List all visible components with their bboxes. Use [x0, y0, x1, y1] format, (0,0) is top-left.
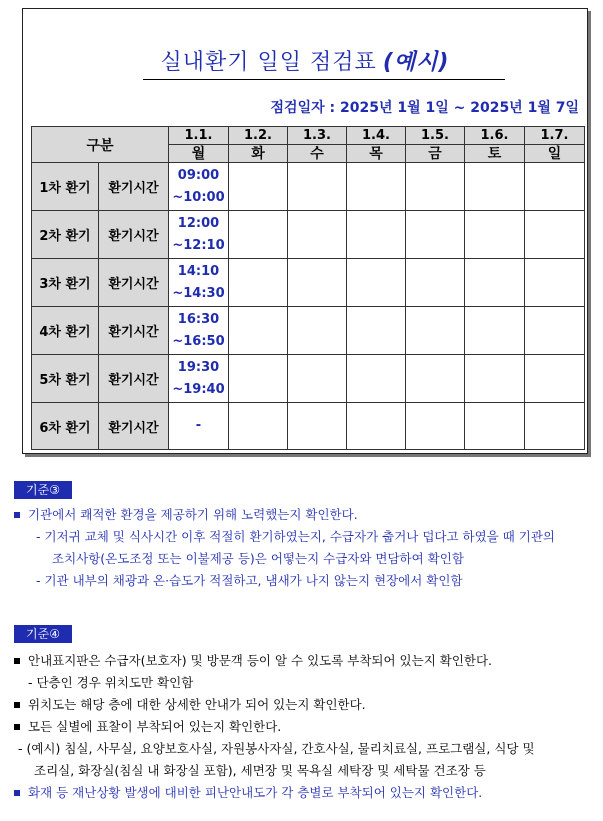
time-start: 19:30 — [177, 359, 220, 375]
check-cell[interactable] — [525, 355, 585, 403]
check-cell[interactable] — [465, 355, 525, 403]
time-start: 14:10 — [177, 263, 220, 279]
time-end: ~19:40 — [172, 381, 225, 397]
table-row — [32, 355, 585, 403]
check-cell[interactable] — [465, 403, 525, 450]
inspection-date: 점검일자 : 2025년 1월 1일 ~ 2025년 1월 7일 — [270, 100, 579, 116]
square-bullet-icon — [14, 702, 20, 708]
criteria3-badge: 기준③ — [14, 481, 72, 499]
check-cell[interactable] — [465, 259, 525, 307]
ventilation-time — [169, 307, 229, 355]
criteria4-text — [14, 650, 593, 804]
list-item: 기관에서 쾌적한 환경을 제공하기 위해 노력했는지 확인한다. — [14, 504, 593, 526]
time-end: ~16:50 — [172, 333, 225, 349]
check-cell[interactable] — [525, 163, 585, 211]
check-cell[interactable] — [288, 211, 347, 259]
day-number: 1.6. — [465, 127, 525, 145]
day-number: 1.7. — [525, 127, 585, 145]
day-number: 1.4. — [347, 127, 406, 145]
table-corner-header: 구분 — [32, 127, 169, 163]
check-cell[interactable] — [525, 259, 585, 307]
day-number: 1.3. — [288, 127, 347, 145]
day-number: 1.5. — [406, 127, 465, 145]
row-label: 4차 환기 — [32, 307, 99, 355]
day-name: 월 — [169, 145, 229, 163]
table-row — [32, 163, 585, 211]
title-example: (예시) — [382, 50, 450, 75]
check-cell[interactable] — [406, 259, 465, 307]
ventilation-table — [31, 126, 585, 450]
list-item: - 기저귀 교체 및 식사시간 이후 적절히 환기하였는지, 수급자가 춥거나 덥다고 하였을 때 기관의 — [36, 529, 555, 544]
list-item: - (예시) 침실, 사무실, 요양보호사실, 자원봉사자실, 간호사실, 물리치료실, 프로그램실, 식당 및 — [18, 741, 535, 756]
day-number: 1.2. — [229, 127, 288, 145]
check-cell[interactable] — [229, 355, 288, 403]
check-cell[interactable] — [347, 259, 406, 307]
row-sublabel: 환기시간 — [99, 355, 169, 403]
list-item: - 단층인 경우 위치도만 확인함 — [28, 675, 194, 690]
day-name: 토 — [465, 145, 525, 163]
list-item: 안내표지판은 수급자(보호자) 및 방문객 등이 알 수 있도록 부착되어 있는지 확인한다. — [14, 650, 593, 672]
check-cell[interactable] — [288, 259, 347, 307]
check-cell[interactable] — [406, 355, 465, 403]
day-name: 목 — [347, 145, 406, 163]
row-sublabel: 환기시간 — [99, 211, 169, 259]
row-label: 3차 환기 — [32, 259, 99, 307]
time-start: 09:00 — [177, 167, 220, 183]
square-bullet-icon — [14, 512, 20, 518]
table-row — [32, 211, 585, 259]
ventilation-time — [169, 211, 229, 259]
day-name: 일 — [525, 145, 585, 163]
ventilation-time — [169, 355, 229, 403]
day-name: 금 — [406, 145, 465, 163]
day-name: 수 — [288, 145, 347, 163]
check-cell[interactable] — [347, 211, 406, 259]
row-label: 1차 환기 — [32, 163, 99, 211]
row-label: 2차 환기 — [32, 211, 99, 259]
time-start: 12:00 — [177, 215, 220, 231]
table-row — [32, 403, 585, 450]
check-cell[interactable] — [525, 307, 585, 355]
check-cell[interactable] — [406, 211, 465, 259]
time-start: - — [195, 418, 202, 433]
ventilation-time — [169, 403, 229, 450]
check-cell[interactable] — [406, 307, 465, 355]
criteria4-badge: 기준④ — [14, 625, 72, 643]
check-cell[interactable] — [229, 403, 288, 450]
check-cell[interactable] — [525, 211, 585, 259]
table-row — [32, 259, 585, 307]
ventilation-time — [169, 163, 229, 211]
check-cell[interactable] — [347, 307, 406, 355]
check-cell[interactable] — [347, 355, 406, 403]
check-cell[interactable] — [288, 355, 347, 403]
square-bullet-icon — [14, 658, 20, 664]
row-sublabel: 환기시간 — [99, 259, 169, 307]
list-item: 위치도는 해당 층에 대한 상세한 안내가 되어 있는지 확인한다. — [14, 694, 593, 716]
check-cell[interactable] — [465, 211, 525, 259]
list-item: 화재 등 재난상황 발생에 대비한 피난안내도가 각 층별로 부착되어 있는지 확인한다. — [14, 782, 593, 804]
list-item: - 기관 내부의 채광과 온·습도가 적절하고, 냄새가 나지 않는지 현장에서 확인함 — [36, 573, 463, 588]
day-name: 화 — [229, 145, 288, 163]
criteria3-text — [14, 504, 593, 592]
check-cell[interactable] — [288, 163, 347, 211]
check-cell[interactable] — [525, 403, 585, 450]
checklist-card — [22, 8, 588, 454]
check-cell[interactable] — [347, 163, 406, 211]
page-title — [23, 45, 587, 76]
row-sublabel: 환기시간 — [99, 163, 169, 211]
row-label: 6차 환기 — [32, 403, 99, 450]
time-end: ~14:30 — [172, 285, 225, 301]
check-cell[interactable] — [288, 307, 347, 355]
check-cell[interactable] — [406, 403, 465, 450]
row-label: 5차 환기 — [32, 355, 99, 403]
check-cell[interactable] — [229, 211, 288, 259]
check-cell[interactable] — [406, 163, 465, 211]
check-cell[interactable] — [465, 307, 525, 355]
title-text: 실내환기 일일 점검표 — [160, 50, 377, 75]
check-cell[interactable] — [347, 403, 406, 450]
row-sublabel: 환기시간 — [99, 307, 169, 355]
list-item: 조리실, 화장실(침실 내 화장실 포함), 세면장 및 목욕실 세탁장 및 세탁물 건조장 등 — [34, 763, 486, 778]
day-number: 1.1. — [169, 127, 229, 145]
check-cell[interactable] — [229, 259, 288, 307]
check-cell[interactable] — [288, 403, 347, 450]
list-item: 모든 실별에 표찰이 부착되어 있는지 확인한다. — [14, 716, 593, 738]
ventilation-time — [169, 259, 229, 307]
title-underline — [143, 79, 505, 80]
time-end: ~10:00 — [172, 189, 225, 205]
square-bullet-icon — [14, 724, 20, 730]
square-bullet-icon — [14, 790, 20, 796]
row-sublabel: 환기시간 — [99, 403, 169, 450]
time-start: 16:30 — [177, 311, 220, 327]
check-cell[interactable] — [465, 163, 525, 211]
check-cell[interactable] — [229, 163, 288, 211]
time-end: ~12:10 — [172, 237, 225, 253]
table-row — [32, 307, 585, 355]
list-item: 조치사항(온도조정 또는 이불제공 등)은 어떻는지 수급자와 면담하여 확인함 — [52, 551, 464, 566]
check-cell[interactable] — [229, 307, 288, 355]
